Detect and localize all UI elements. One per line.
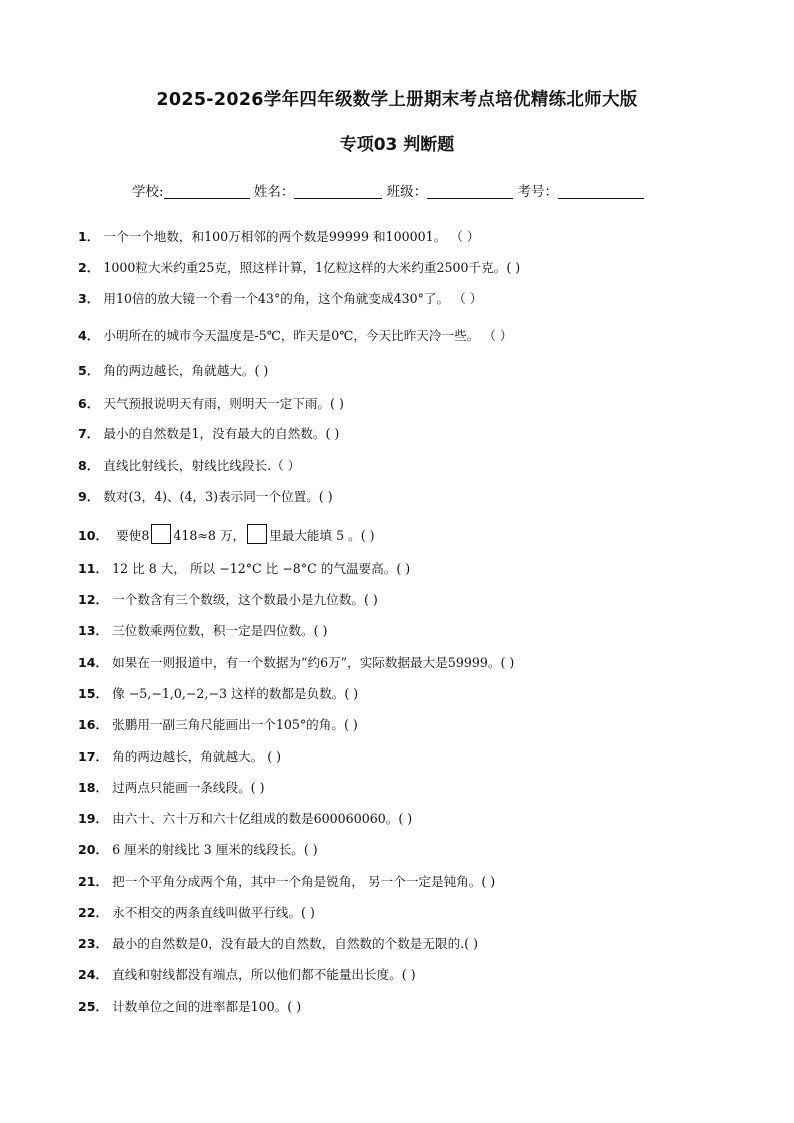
question-25	[78, 998, 301, 1016]
question-13	[78, 622, 327, 640]
question-text-pre: 要使8	[116, 528, 150, 543]
document-title: 2025-2026学年四年级数学上册期末考点培优精练北师大版	[156, 90, 638, 110]
answer-box	[247, 524, 267, 544]
student-info-line	[132, 180, 644, 200]
question-2	[78, 259, 520, 277]
question-text: 一个数含有三个数级，这个数最小是九位数。( )	[112, 592, 378, 607]
question-text: 6 厘米的射线比 3 厘米的线段长。( )	[112, 842, 318, 857]
question-text: 最小的自然数是0，没有最大的自然数，自然数的个数是无限的.( )	[112, 936, 479, 951]
class-blank	[427, 182, 513, 199]
question-1	[78, 228, 479, 246]
question-11	[78, 560, 410, 578]
question-text: 小明所在的城市今天温度是-5℃，昨天是0℃，今天比昨天冷一些。 （ ）	[103, 328, 513, 343]
question-number: 2．	[78, 260, 100, 275]
question-23	[78, 935, 478, 953]
question-20	[78, 841, 318, 859]
question-text: 一个一个地数，和100万相邻的两个数是99999 和100001。 （ ）	[103, 229, 480, 244]
question-4	[78, 327, 512, 345]
question-number: 18．	[78, 780, 109, 795]
question-text: 把一个平角分成两个角，其中一个角是锐角， 另一个一定是钝角。( )	[112, 874, 496, 889]
question-text: 12 比 8 大， 所以 −12°C 比 −8°C 的气温要高。( )	[112, 561, 411, 576]
question-22	[78, 904, 315, 922]
answer-box	[151, 524, 171, 544]
question-text: 如果在一则报道中，有一个数据为“约6万”，实际数据最大是59999。( )	[112, 655, 515, 670]
question-number: 17．	[78, 749, 109, 764]
question-text: 角的两边越长，角就越大。( )	[103, 363, 269, 378]
question-14	[78, 654, 514, 672]
question-text-mid: 418≈8 万，	[173, 528, 246, 543]
question-text: 计数单位之间的进率都是100。( )	[112, 999, 302, 1014]
question-number: 9．	[78, 489, 100, 504]
question-number: 14．	[78, 655, 109, 670]
question-number: 13．	[78, 623, 109, 638]
question-text: 由六十、六十万和六十亿组成的数是600060060。( )	[112, 811, 413, 826]
school-label: 学校:	[132, 184, 164, 200]
question-text: 永不相交的两条直线叫做平行线。( )	[112, 905, 315, 920]
question-text-post: 里最大能填 5 。( )	[269, 528, 375, 543]
question-text: 张鹏用一副三角尺能画出一个105°的角。( )	[112, 717, 358, 732]
question-number: 10．	[78, 528, 109, 543]
question-16	[78, 716, 358, 734]
question-7	[78, 425, 339, 443]
question-text: 直线比射线长，射线比线段长.（ ）	[103, 458, 301, 473]
question-text: 用10倍的放大镜一个看一个43°的角，这个角就变成430°了。 （ ）	[103, 291, 483, 306]
question-10	[78, 524, 375, 545]
question-17	[78, 748, 281, 766]
question-number: 21．	[78, 874, 109, 889]
question-3	[78, 290, 482, 308]
question-18	[78, 779, 265, 797]
question-number: 1．	[78, 229, 100, 244]
question-number: 7．	[78, 426, 100, 441]
question-number: 25．	[78, 999, 109, 1014]
question-21	[78, 873, 495, 891]
question-number: 16．	[78, 717, 109, 732]
question-19	[78, 810, 412, 828]
question-15	[78, 685, 358, 703]
question-text: 过两点只能画一条线段。( )	[112, 780, 265, 795]
question-24	[78, 966, 416, 984]
question-9	[78, 488, 333, 506]
name-blank	[294, 182, 382, 199]
question-6	[78, 395, 344, 413]
number-blank	[558, 182, 644, 199]
name-label: 姓名：	[253, 184, 295, 200]
question-text: 三位数乘两位数，积一定是四位数。( )	[112, 623, 328, 638]
question-text: 天气预报说明天有雨，则明天一定下雨。( )	[103, 396, 344, 411]
question-text: 角的两边越长，角就越大。 ( )	[112, 749, 282, 764]
question-text: 像 −5,−1,0,−2,−3 这样的数都是负数。( )	[112, 686, 359, 701]
document-subtitle: 专项03 判断题	[339, 135, 455, 155]
question-8	[78, 457, 300, 475]
question-number: 8．	[78, 458, 100, 473]
school-blank	[164, 182, 250, 199]
question-text: 1000粒大米约重25克，照这样计算，1亿粒这样的大米约重2500千克。( )	[103, 260, 521, 275]
question-number: 24．	[78, 967, 109, 982]
question-number: 12．	[78, 592, 109, 607]
question-text: 直线和射线都没有端点，所以他们都不能量出长度。( )	[112, 967, 416, 982]
question-text: 最小的自然数是1，没有最大的自然数。( )	[103, 426, 340, 441]
question-number: 3．	[78, 291, 100, 306]
class-label: 班级：	[386, 184, 428, 200]
question-number: 20．	[78, 842, 109, 857]
question-number: 23．	[78, 936, 109, 951]
question-number: 15．	[78, 686, 109, 701]
question-number: 6．	[78, 396, 100, 411]
question-number: 4．	[78, 328, 100, 343]
question-text: 数对(3，4)、(4，3)表示同一个位置。( )	[103, 489, 333, 504]
question-12	[78, 591, 378, 609]
question-5	[78, 362, 268, 380]
question-number: 22．	[78, 905, 109, 920]
question-number: 19．	[78, 811, 109, 826]
question-number: 5．	[78, 363, 100, 378]
number-label: 考号：	[517, 184, 558, 200]
question-number: 11．	[78, 561, 109, 576]
